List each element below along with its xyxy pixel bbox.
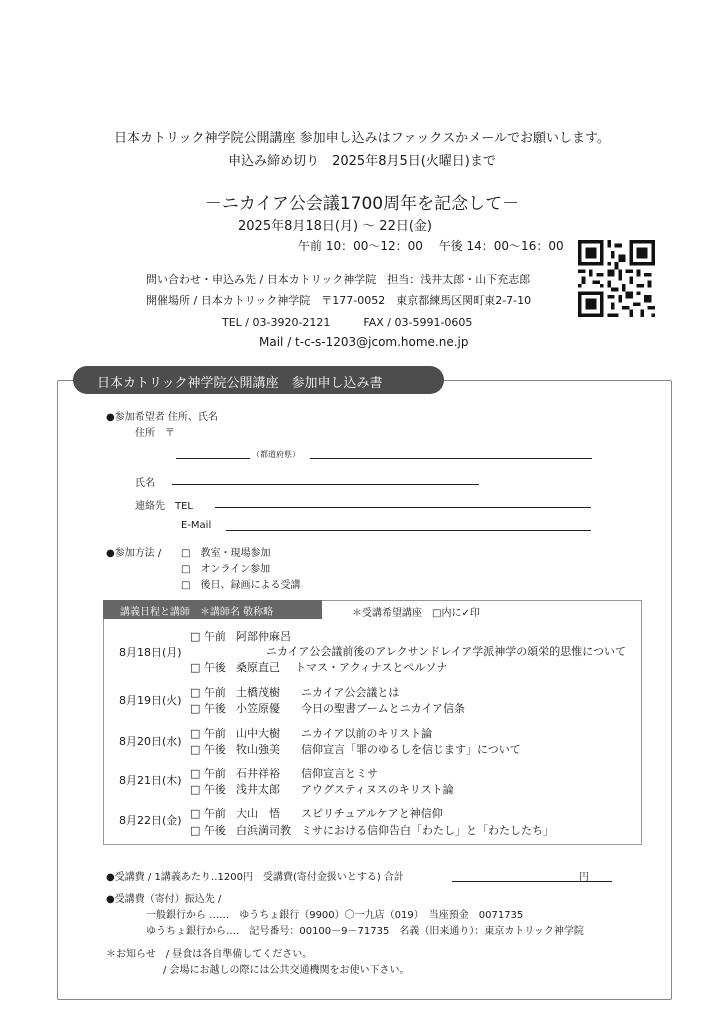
event-dates: 2025年8月18日(月) ～ 22日(金): [238, 219, 432, 234]
session-pm-lecturer: 牧山強美: [236, 743, 280, 756]
name-label: 氏名: [135, 478, 155, 489]
bank-general: 一般銀行から ‥‥‥ ゆうちょ銀行（9900）〇一九店（019） 当座預金 0071735: [146, 910, 524, 921]
session-am-slot[interactable]: □ 午前: [190, 807, 226, 820]
session-pm-topic: 信仰宣言「罪のゆるしを信じます」について: [301, 743, 521, 756]
day-date: 8月18日(月): [119, 646, 182, 659]
session-pm-slot[interactable]: □ 午後: [190, 743, 226, 756]
fee-line: ●受講費 / 1講義あたり‥1200円 受講費(寄付金扱いとする) 合計: [106, 872, 404, 883]
deadline: 申込み締め切り 2025年8月5日(火曜日)まで: [228, 154, 496, 169]
method-option-classroom[interactable]: □ 教室・現場参加: [181, 548, 271, 559]
session-pm-lecturer: 桑原直己: [236, 661, 280, 674]
session-am-slot[interactable]: □ 午前: [190, 630, 226, 643]
day-date: 8月21日(木): [119, 774, 182, 787]
session-am-slot[interactable]: □ 午前: [190, 727, 226, 740]
prefecture-field[interactable]: [176, 458, 250, 459]
session-am-topic: スピリチュアルケアと神信仰: [301, 807, 443, 820]
session-pm-lecturer: 白浜満司教: [236, 824, 291, 837]
prefecture-label: （都道府県）: [252, 450, 300, 459]
session-am-slot[interactable]: □ 午前: [190, 686, 226, 699]
session-pm-topic: トマス・アクィナスとペルソナ: [295, 661, 448, 674]
venue-info: 開催場所 / 日本カトリック神学院 〒177-0052 東京都練馬区関町東2-7-10: [146, 294, 532, 307]
session-am-topic: ニカイア公会議前後のアレクサンドレイア学派神学の頌栄的思惟について: [266, 645, 627, 658]
session-pm-topic: ミサにおける信仰告白「わたし」と「わたしたち」: [301, 824, 554, 837]
yen-label: 円: [579, 872, 589, 883]
session-pm-slot[interactable]: □ 午後: [190, 702, 226, 715]
method-label: ●参加方法 /: [106, 548, 162, 559]
session-am-topic: ニカイア公会議とは: [301, 686, 400, 699]
day-date: 8月22日(金): [119, 814, 182, 827]
header-notice: 日本カトリック神学院公開講座 参加申し込みはファックスかメールでお願いします。: [114, 131, 610, 146]
session-pm-lecturer: 小笠原優: [236, 702, 280, 715]
bank-yucho: ゆうちょ銀行から‥‥ 記号番号：00100－9－71735 名義（旧来通り）：東京カトリック神学院: [146, 926, 584, 937]
schedule-note: ＊受講希望講座 □内に✓印: [352, 608, 480, 619]
session-am-lecturer: 大山 悟: [236, 807, 280, 820]
form-heading-banner: [73, 366, 444, 394]
session-am-lecturer: 山中大樹: [236, 727, 280, 740]
session-am-topic: 信仰宣言とミサ: [301, 767, 378, 780]
session-pm-slot[interactable]: □ 午後: [190, 661, 226, 674]
session-pm-lecturer: 浅井太郎: [236, 783, 280, 796]
session-pm-slot[interactable]: □ 午後: [190, 824, 226, 837]
notice-transport: / 会場にお越しの際には公共交通機関をお使い下さい。: [163, 965, 410, 976]
tel-fax-info: TEL / 03-3920-2121 FAX / 03-5991-0605: [222, 316, 473, 329]
applicant-label: ●参加希望者 住所、氏名: [106, 412, 218, 423]
qr-code-icon: [578, 240, 655, 317]
event-title: －ニカイア公会議1700周年を記念して－: [204, 194, 520, 214]
inquiry-info: 問い合わせ・申込み先 / 日本カトリック神学院 担当：浅井太郎・山下充志郎: [146, 273, 531, 286]
method-option-recording[interactable]: □ 後日、録画による受講: [181, 580, 301, 591]
email-field[interactable]: [226, 530, 591, 531]
session-pm-topic: 今日の聖書ブームとニカイア信条: [301, 702, 466, 715]
method-option-online[interactable]: □ オンライン参加: [181, 564, 271, 575]
session-pm-topic: アウグスティヌスのキリスト論: [301, 783, 454, 796]
day-date: 8月20日(水): [119, 735, 182, 748]
address-label: 住所 〒: [135, 428, 175, 439]
event-times: 午前 10：00～12：00 午後 14：00～16：00: [298, 239, 564, 253]
address-field[interactable]: [310, 458, 592, 459]
name-field[interactable]: [172, 484, 479, 485]
session-am-slot[interactable]: □ 午前: [190, 767, 226, 780]
session-am-lecturer: 土橋茂樹: [236, 686, 280, 699]
tel-field[interactable]: [215, 507, 591, 508]
day-date: 8月19日(火): [119, 694, 182, 707]
session-am-topic: ニカイア以前のキリスト論: [301, 727, 433, 740]
email-label: E-Mail: [181, 520, 212, 531]
schedule-header-bar: [103, 600, 322, 619]
session-pm-slot[interactable]: □ 午後: [190, 783, 226, 796]
tel-label: 連絡先 TEL: [135, 501, 193, 512]
session-am-lecturer: 石井祥裕: [236, 767, 280, 780]
form-heading: 日本カトリック神学院公開講座 参加申し込み書: [97, 376, 383, 391]
notice-lunch: ＊お知らせ / 昼食は各自準備してください。: [106, 949, 313, 960]
session-am-lecturer: 阿部仲麻呂: [236, 630, 291, 643]
schedule-header: 講義日程と講師 ＊講師名 敬称略: [120, 607, 274, 618]
transfer-label: ●受講費（寄付）振込先 /: [106, 894, 222, 905]
mail-info: Mail / t-c-s-1203@jcom.home.ne.jp: [259, 335, 469, 349]
